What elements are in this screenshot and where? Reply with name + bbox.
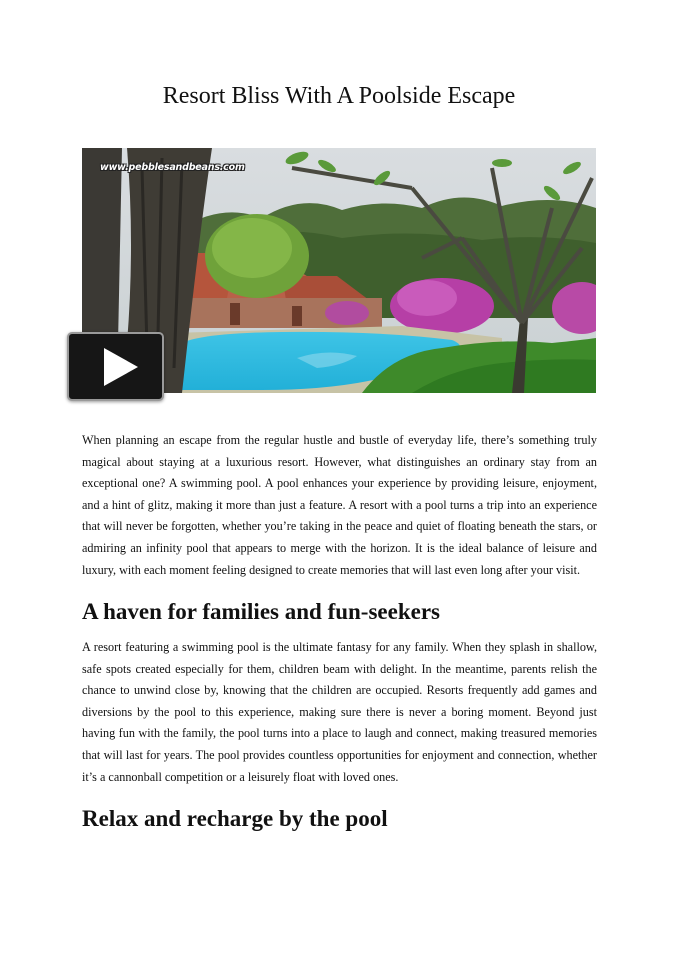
section-body-families: A resort featuring a swimming pool is the ultimate fantasy for any family. When they splash in shallow, safe spots created especially for them, children beam with delight. In the meantime, parents relish the chance to unwind close by, knowing that the children are occupied. Resorts frequently add games and diversions by the pool to this experience, making sure there is never a boring moment. Beyond just having fun with the family, the pool turns into a place to laugh and connect, making treasured memories that will last for years. The pool provides countless opportunities for enjoyment and connection, whether it’s a cannonball competition or a leisurely float with loved ones. (82, 640, 597, 784)
image-watermark: www.pebblesandbeans.com (100, 162, 245, 173)
section-heading-relax: Relax and recharge by the pool (82, 806, 388, 831)
section-heading-families: A haven for families and fun-seekers (82, 599, 440, 624)
play-icon (104, 348, 138, 386)
video-play-button[interactable] (67, 332, 164, 401)
intro-paragraph: When planning an escape from the regular hustle and bustle of everyday life, there’s something truly magical about staying at a luxurious resort. However, what distinguishes an ordinary stay from an exceptional one? A swimming pool. A pool enhances your experience by providing leisure, enjoyment, and a hint of glitz, making it more than just a feature. A resort with a pool turns a trip into an experience that will never be forgotten, whether you’re taking in the peace and quiet of floating beneath the stars, or admiring an infinity pool that appears to merge with the horizon. It is the ideal balance of leisure and luxury, with each moment feeling designed to create memories that will last even long after your visit. (82, 433, 597, 577)
page-title: Resort Bliss With A Poolside Escape (162, 83, 516, 109)
